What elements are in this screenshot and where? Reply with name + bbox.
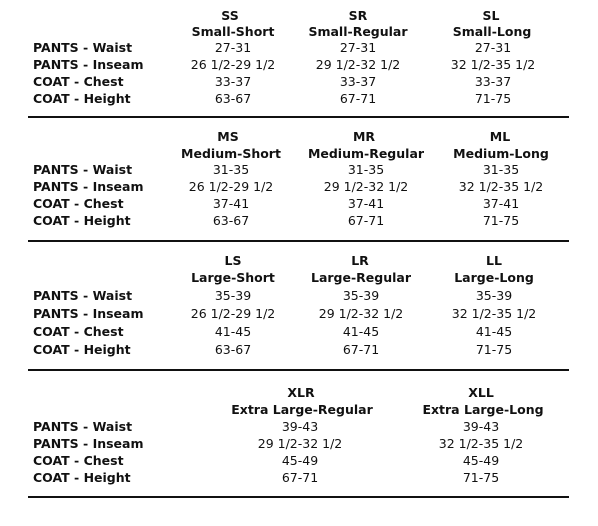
size-value: 27-31 (339, 40, 377, 55)
size-code: SS (221, 8, 239, 23)
size-code: LL (486, 253, 502, 268)
size-value: 67-71 (342, 342, 380, 357)
size-name: Medium-Short (181, 146, 281, 161)
size-value: 35-39 (475, 288, 513, 303)
size-code: SR (348, 8, 368, 23)
size-code: SL (482, 8, 500, 23)
row-label-coat-chest: COAT - Chest (33, 324, 124, 339)
row-label-coat-height: COAT - Height (33, 213, 131, 228)
size-name: Small-Long (452, 24, 532, 39)
size-value: 32 1/2-35 1/2 (451, 306, 537, 321)
section-divider (28, 116, 569, 118)
size-value: 63-67 (214, 342, 252, 357)
row-label-pants-waist: PANTS - Waist (33, 419, 133, 434)
size-value: 31-35 (212, 162, 250, 177)
size-name: Large-Long (454, 270, 534, 285)
size-name: Large-Regular (310, 270, 412, 285)
size-value: 35-39 (342, 288, 380, 303)
section-divider (28, 369, 569, 371)
size-code: LR (351, 253, 369, 268)
size-value: 37-41 (482, 196, 520, 211)
size-name: Medium-Regular (307, 146, 425, 161)
size-value: 67-71 (347, 213, 385, 228)
size-value: 67-71 (281, 470, 319, 485)
row-label-coat-chest: COAT - Chest (33, 74, 124, 89)
size-value: 63-67 (212, 213, 250, 228)
row-label-pants-inseam: PANTS - Inseam (33, 57, 144, 72)
size-value: 41-45 (342, 324, 380, 339)
size-value: 32 1/2-35 1/2 (450, 57, 536, 72)
size-value: 33-37 (214, 74, 252, 89)
row-label-pants-waist: PANTS - Waist (33, 162, 133, 177)
size-value: 27-31 (474, 40, 512, 55)
size-value: 26 1/2-29 1/2 (190, 57, 276, 72)
size-value: 71-75 (475, 342, 513, 357)
size-value: 41-45 (214, 324, 252, 339)
size-value: 35-39 (214, 288, 252, 303)
size-value: 33-37 (339, 74, 377, 89)
row-label-pants-inseam: PANTS - Inseam (33, 306, 144, 321)
row-label-coat-height: COAT - Height (33, 342, 131, 357)
size-value: 39-43 (462, 419, 500, 434)
size-value: 29 1/2-32 1/2 (323, 179, 409, 194)
size-name: Large-Short (191, 270, 275, 285)
row-label-pants-inseam: PANTS - Inseam (33, 436, 144, 451)
size-value: 33-37 (474, 74, 512, 89)
row-label-pants-waist: PANTS - Waist (33, 40, 133, 55)
size-name: Medium-Long (453, 146, 549, 161)
size-code: LS (224, 253, 242, 268)
size-value: 29 1/2-32 1/2 (318, 306, 404, 321)
size-value: 26 1/2-29 1/2 (190, 306, 276, 321)
row-label-coat-height: COAT - Height (33, 91, 131, 106)
size-name: Small-Regular (308, 24, 408, 39)
size-value: 45-49 (281, 453, 319, 468)
size-code: XLR (287, 385, 315, 400)
size-name: Small-Short (191, 24, 275, 39)
row-label-coat-height: COAT - Height (33, 470, 131, 485)
size-value: 27-31 (214, 40, 252, 55)
size-value: 63-67 (214, 91, 252, 106)
size-value: 31-35 (482, 162, 520, 177)
size-value: 32 1/2-35 1/2 (458, 179, 544, 194)
section-divider (28, 496, 569, 498)
size-code: ML (489, 129, 511, 144)
size-value: 29 1/2-32 1/2 (257, 436, 343, 451)
size-value: 71-75 (474, 91, 512, 106)
size-code: XLL (468, 385, 494, 400)
size-value: 71-75 (462, 470, 500, 485)
row-label-pants-inseam: PANTS - Inseam (33, 179, 144, 194)
size-value: 29 1/2-32 1/2 (315, 57, 401, 72)
row-label-coat-chest: COAT - Chest (33, 453, 124, 468)
size-value: 71-75 (482, 213, 520, 228)
row-label-pants-waist: PANTS - Waist (33, 288, 133, 303)
row-label-coat-chest: COAT - Chest (33, 196, 124, 211)
size-code: MS (217, 129, 239, 144)
size-value: 26 1/2-29 1/2 (188, 179, 274, 194)
size-value: 31-35 (347, 162, 385, 177)
size-code: MR (352, 129, 376, 144)
size-name: Extra Large-Long (422, 402, 544, 417)
section-divider (28, 240, 569, 242)
size-value: 39-43 (281, 419, 319, 434)
size-value: 37-41 (347, 196, 385, 211)
size-value: 67-71 (339, 91, 377, 106)
size-value: 41-45 (475, 324, 513, 339)
size-value: 45-49 (462, 453, 500, 468)
size-value: 37-41 (212, 196, 250, 211)
size-name: Extra Large-Regular (231, 402, 373, 417)
size-value: 32 1/2-35 1/2 (438, 436, 524, 451)
